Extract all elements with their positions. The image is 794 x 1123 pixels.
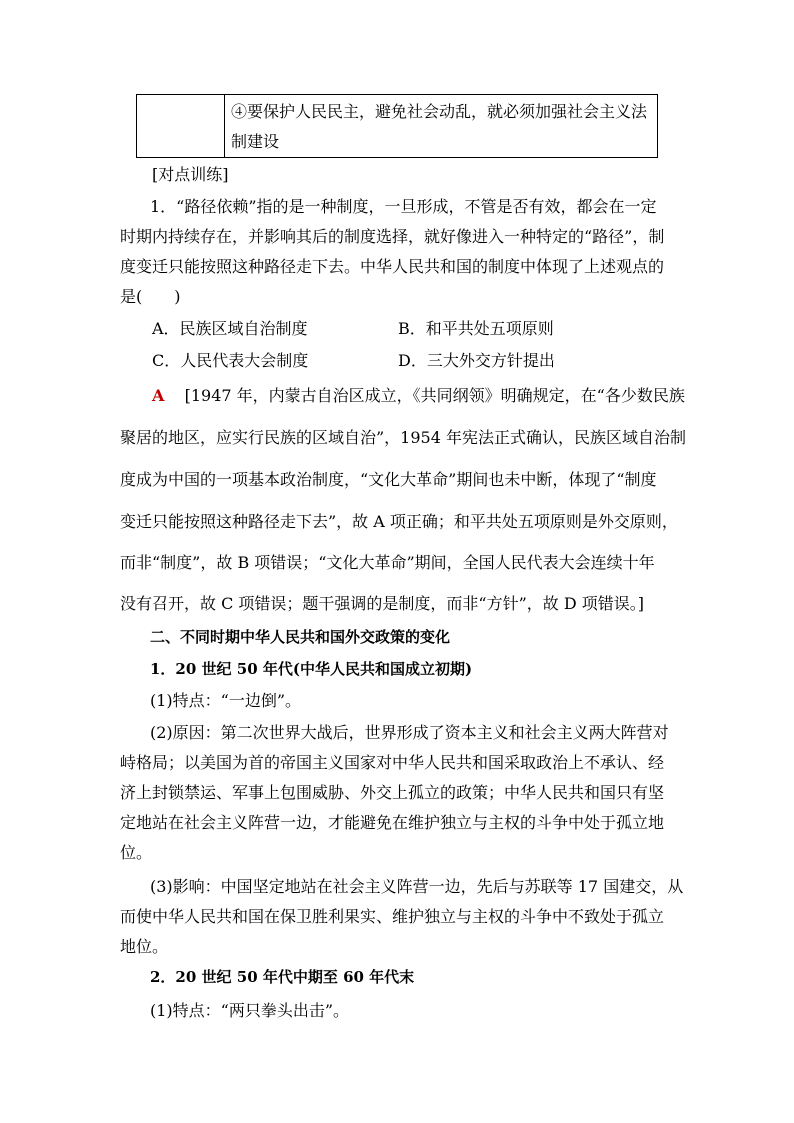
subsection-1-feature: (1)特点：“一边倒”。 [150, 691, 302, 710]
subsection-2-feature: (1)特点：“两只拳头出击”。 [150, 1001, 350, 1020]
practice-heading: [对点训练] [152, 165, 229, 184]
section-title: 二、不同时期中华人民共和国外交政策的变化 [150, 628, 451, 646]
answer-letter: A [152, 386, 165, 405]
explanation-line-1 [152, 383, 685, 406]
explanation-line-6: 没有召开，故 C 项错误；题干强调的是制度，而非“方针”，故 D 项错误。] [120, 594, 645, 613]
impact-line-2: 而使中华人民共和国在保卫胜利果实、维护独立与主权的斗争中不致处于孤立 [120, 907, 665, 926]
question-line-4: 是( ) [120, 287, 181, 306]
reason-line-1: (2)原因：第二次世界大战后，世界形成了资本主义和社会主义两大阵营对 [150, 723, 669, 742]
question-line-2: 时期内持续存在，并影响其后的制度选择，就好像进入一种特定的“路径”，制 [120, 227, 665, 246]
impact-line-3: 地位。 [120, 937, 169, 956]
question-line-1: 1．“路径依赖”指的是一种制度，一旦形成，不管是否有效，都会在一定 [150, 197, 657, 216]
explanation-text-1: [1947 年，内蒙古自治区成立，《共同纲领》明确规定，在“各少数民族 [184, 386, 685, 405]
reason-line-3: 济上封锁禁运、军事上包围威胁、外交上孤立的政策；中华人民共和国只有坚 [120, 783, 665, 802]
table-cell-line-1: ④要保护人民民主，避免社会动乱，就必须加强社会主义法 [231, 102, 648, 121]
table-left-cell [137, 95, 225, 157]
explanation-line-4: 变迁只能按照这种路径走下去”，故 A 项正确；和平共处五项原则是外交原则， [120, 512, 678, 531]
subsection-1-title: 1．20 世纪 50 年代(中华人民共和国成立初期) [150, 660, 473, 678]
explanation-line-2: 聚居的地区，应实行民族的区域自治”，1954 年宪法正式确认，民族区域自治制 [120, 428, 686, 447]
reason-line-5: 位。 [120, 843, 153, 862]
option-a: A．民族区域自治制度 [152, 319, 308, 338]
option-d: D．三大外交方针提出 [398, 351, 555, 370]
table-right-cell [225, 95, 657, 157]
option-b: B．和平共处五项原则 [398, 319, 554, 338]
table-cell-line-2: 制建设 [231, 132, 280, 151]
impact-line-1: (3)影响：中国坚定地站在社会主义阵营一边，先后与苏联等 17 国建交，从 [150, 877, 684, 896]
reason-line-2: 峙格局；以美国为首的帝国主义国家对中华人民共和国采取政治上不承认、经 [120, 753, 665, 772]
explanation-line-3: 度成为中国的一项基本政治制度，“文化大革命”期间也未中断，体现了“制度 [120, 470, 657, 489]
reason-line-4: 定地站在社会主义阵营一边，才能避免在维护独立与主权的斗争中处于孤立地 [120, 813, 665, 832]
explanation-line-5: 而非“制度”，故 B 项错误；“文化大革命”期间，全国人民代表大会连续十年 [120, 553, 655, 572]
subsection-2-title: 2．20 世纪 50 年代中期至 60 年代末 [150, 968, 415, 986]
table-fragment [136, 94, 658, 158]
option-c: C．人民代表大会制度 [152, 351, 309, 370]
question-line-3: 度变迁只能按照这种路径走下去。中华人民共和国的制度中体现了上述观点的 [120, 257, 665, 276]
